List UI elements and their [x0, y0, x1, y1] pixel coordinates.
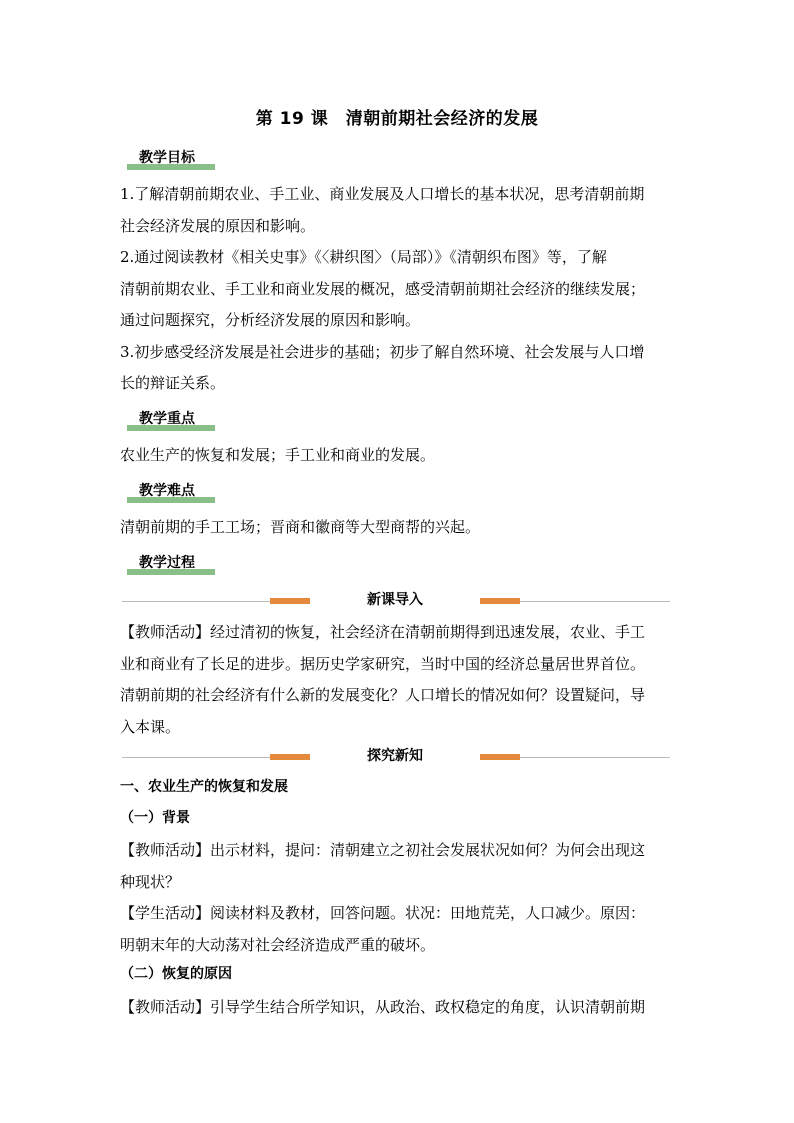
text-line: 1.了解清朝前期农业、手工业、商业发展及人口增长的基本状况，思考清朝前期 — [120, 185, 645, 203]
section-label: 教学难点 — [139, 483, 195, 499]
text-line: 【教师活动】经过清初的恢复，社会经济在清朝前期得到迅速发展，农业、手工 — [120, 623, 646, 641]
divider-label: 探究新知 — [310, 745, 480, 767]
text-line: 业和商业有了长足的进步。据历史学家研究，当时中国的经济总量居世界首位。 — [120, 654, 646, 673]
objectives-paragraph — [120, 179, 680, 400]
text-line: 入本课。 — [120, 717, 181, 736]
text-line: 【教师活动】引导学生结合所学知识，从政治、政权稳定的角度，认识清朝前期 — [120, 998, 646, 1016]
difficulties-text — [120, 512, 680, 544]
key-points-text — [120, 440, 680, 472]
section-tag-objectives — [127, 150, 215, 170]
divider-accent-left — [270, 598, 310, 604]
subheading-recovery-reasons: （二）恢复的原因 — [120, 966, 232, 982]
intro-paragraph — [120, 617, 680, 743]
subheading-background: （一）背景 — [120, 810, 190, 826]
section-tag-process — [127, 555, 215, 575]
text-line: 清朝前期的社会经济有什么新的发展变化？人口增长的情况如何？设置疑问，导 — [120, 686, 646, 704]
divider-explore — [122, 747, 670, 767]
text-line: 通过问题探究，分析经济发展的原因和影响。 — [120, 311, 421, 329]
text-line: 长的辩证关系。 — [120, 374, 226, 392]
section-label: 教学目标 — [139, 150, 195, 166]
divider-accent-left — [270, 754, 310, 760]
student-activity-1 — [120, 898, 680, 961]
text-line: 3.初步感受经济发展是社会进步的基础；初步了解自然环境、社会发展与人口增 — [120, 342, 645, 361]
teacher-activity-2 — [120, 992, 680, 1024]
text-line: 社会经济发展的原因和影响。 — [120, 216, 316, 235]
text-line: 农业生产的恢复和发展；手工业和商业的发展。 — [120, 446, 436, 464]
teacher-activity-1 — [120, 835, 680, 898]
text-line: 清朝前期的手工工场；晋商和徽商等大型商帮的兴起。 — [120, 518, 481, 536]
divider-label: 新课导入 — [310, 589, 480, 611]
divider-accent-right — [480, 598, 520, 604]
text-line: 2.通过阅读教材《相关史事》《〈耕织图〉（局部）》《清朝织布图》等，了解 — [120, 248, 607, 266]
page-title: 第 19 课 清朝前期社会经济的发展 — [255, 109, 539, 129]
text-line: 清朝前期农业、手工业和商业发展的概况，感受清朝前期社会经济的继续发展； — [120, 279, 646, 298]
divider-intro — [122, 591, 670, 611]
section-tag-key-points — [127, 411, 215, 431]
heading-agriculture: 一、农业生产的恢复和发展 — [120, 779, 288, 795]
section-label: 教学过程 — [139, 555, 195, 571]
text-line: 明朝末年的大动荡对社会经济造成严重的破坏。 — [120, 935, 436, 954]
divider-accent-right — [480, 754, 520, 760]
text-line: 种现状？ — [120, 872, 181, 891]
text-line: 【教师活动】出示材料，提问：清朝建立之初社会发展状况如何？为何会出现这 — [120, 841, 646, 859]
text-line: 【学生活动】阅读材料及教材，回答问题。状况：田地荒芜，人口减少。原因： — [120, 904, 646, 922]
section-tag-difficulties — [127, 483, 215, 503]
section-label: 教学重点 — [139, 411, 195, 427]
